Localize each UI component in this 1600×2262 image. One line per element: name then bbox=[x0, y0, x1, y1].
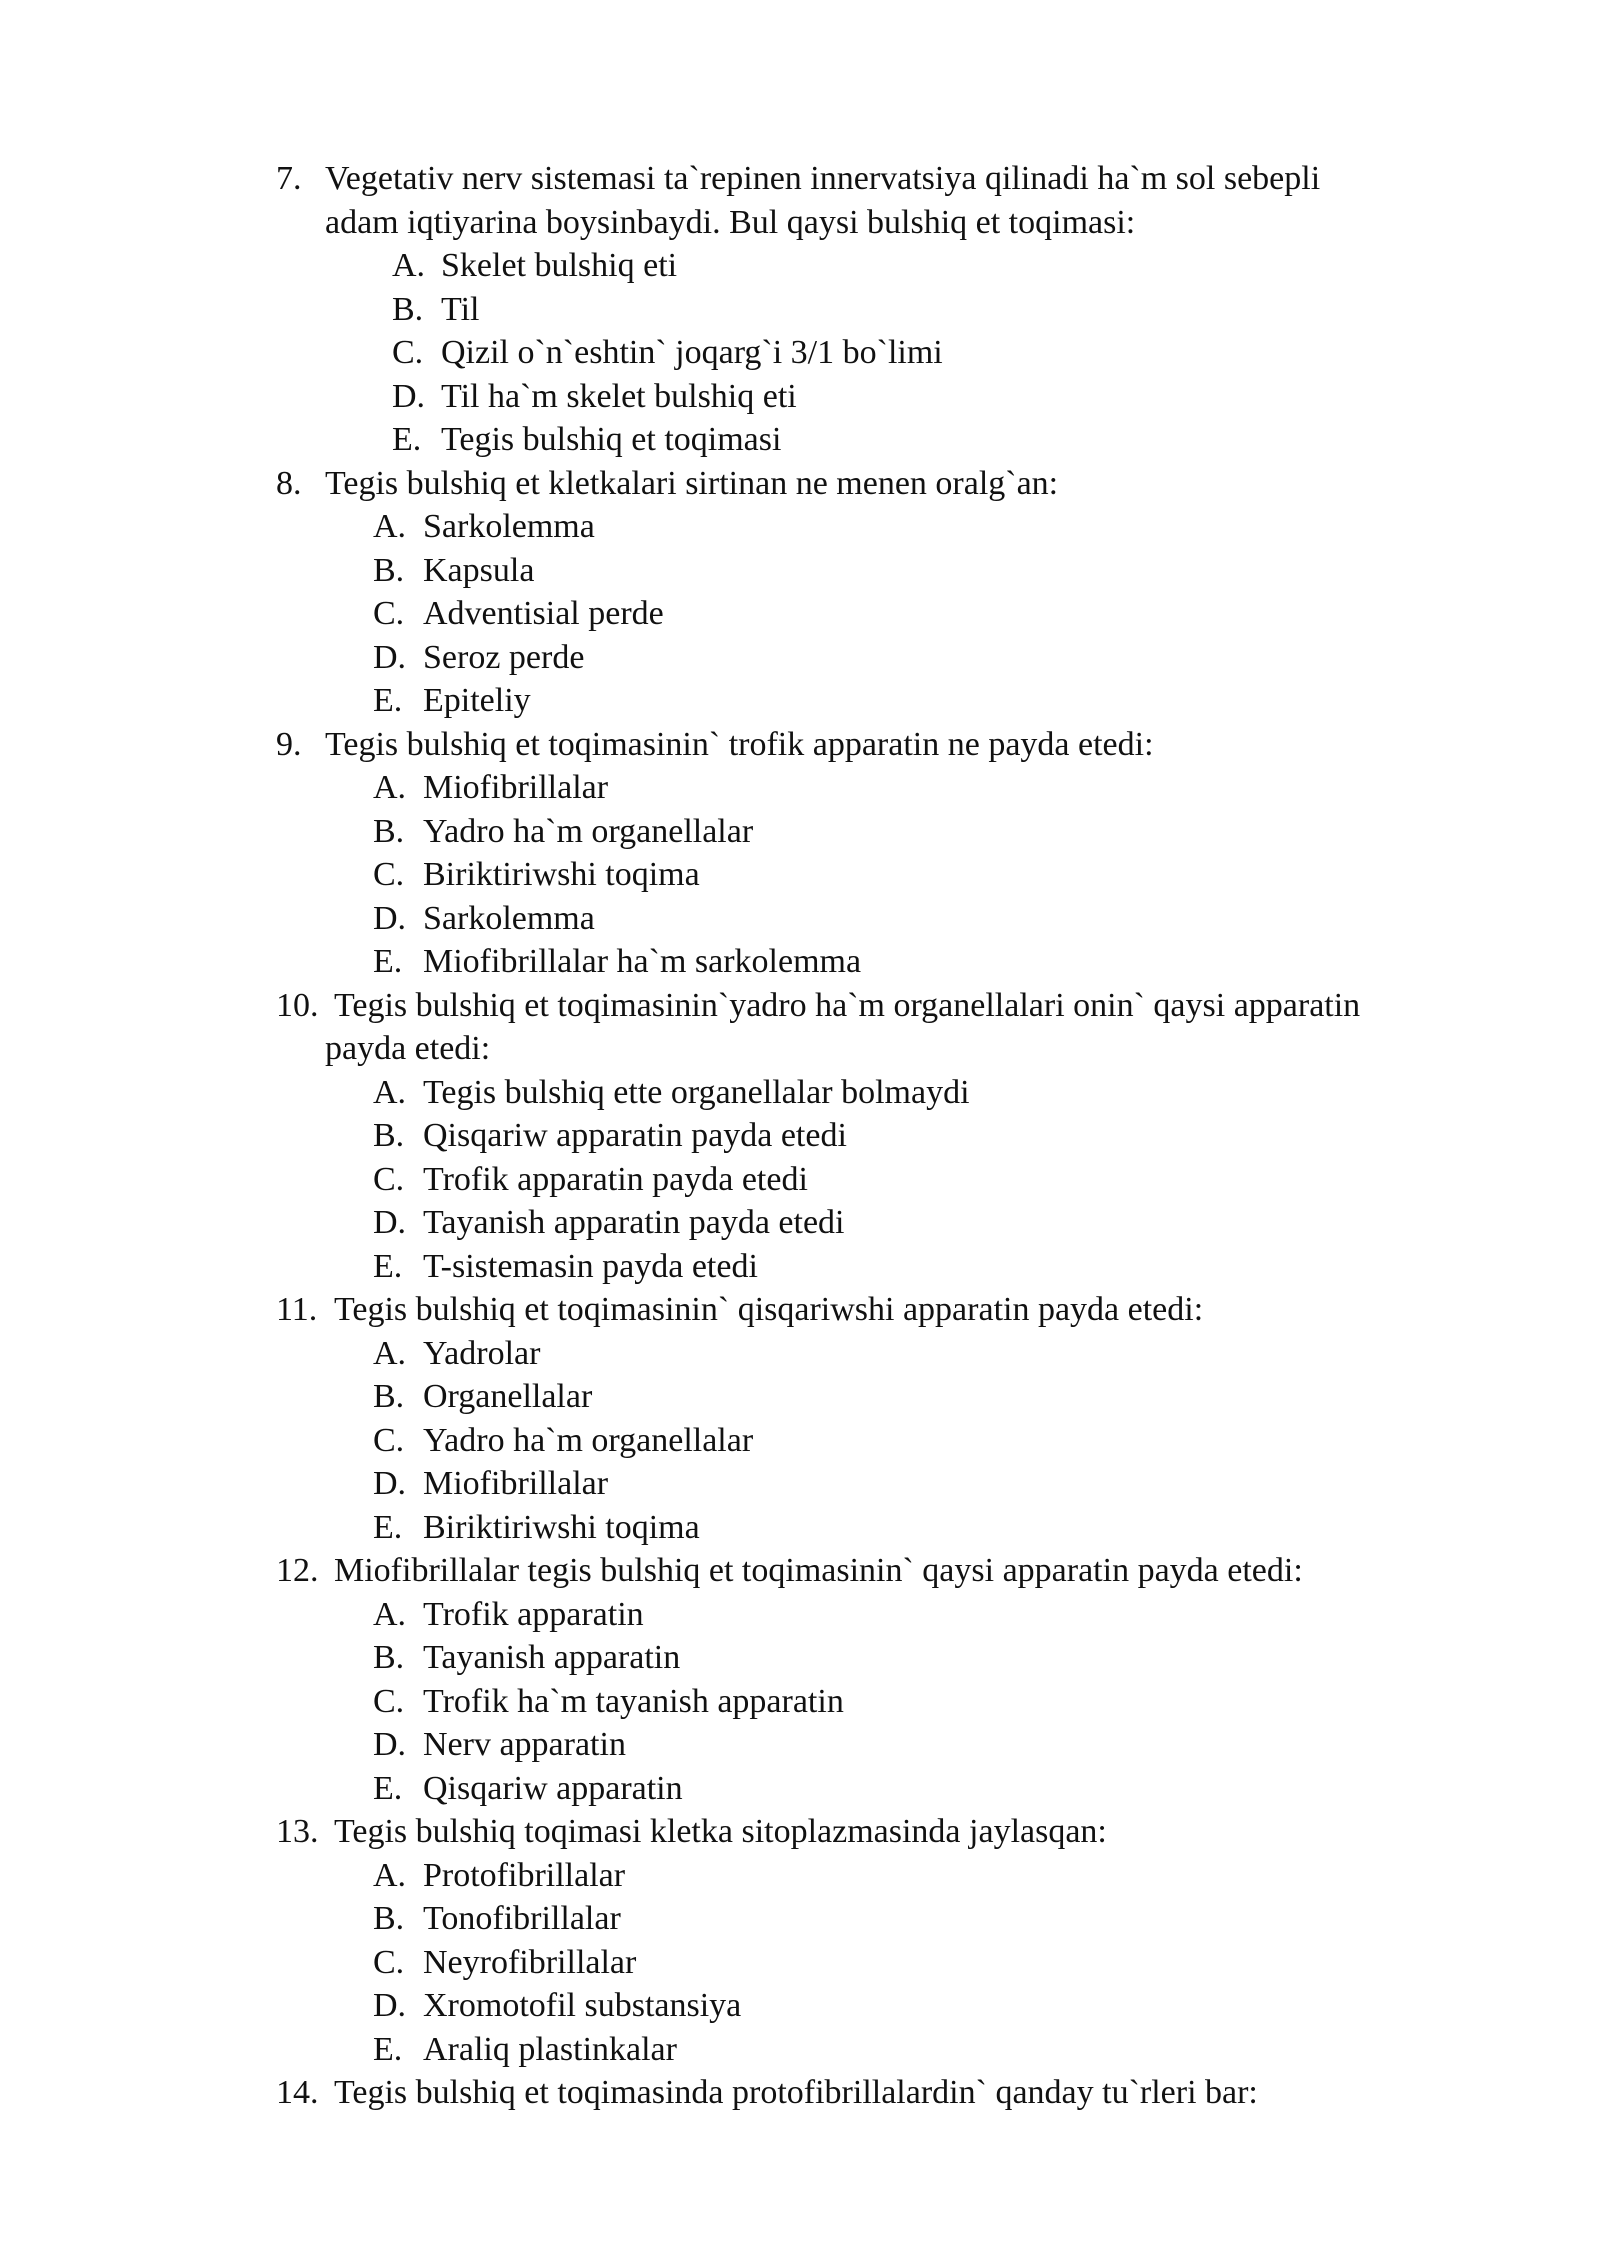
answer-option-e bbox=[0, 1506, 1600, 1550]
option-text: Til bbox=[441, 290, 480, 328]
option-letter: E. bbox=[373, 682, 403, 719]
option-text: Qisqariw apparatin bbox=[423, 1769, 683, 1807]
question-number: 11. bbox=[276, 1291, 318, 1328]
answer-option-a bbox=[0, 766, 1600, 810]
option-text: Epiteliy bbox=[423, 682, 531, 719]
question-8 bbox=[0, 462, 1600, 723]
answer-option-e bbox=[0, 940, 1600, 984]
question-text: Tegis bulshiq et toqimasinin` qisqariwshi apparatin payda etedi: bbox=[334, 1291, 1204, 1328]
question-14 bbox=[0, 2071, 1600, 2115]
question-10 bbox=[0, 984, 1600, 1289]
question-number: 10. bbox=[276, 986, 319, 1024]
option-text: Tegis bulshiq ette organellalar bolmaydi bbox=[423, 1073, 970, 1111]
answer-option-c bbox=[0, 1680, 1600, 1724]
question-9 bbox=[0, 723, 1600, 984]
option-text: Organellalar bbox=[423, 1378, 593, 1415]
question-number: 9. bbox=[276, 725, 302, 763]
option-letter: B. bbox=[392, 290, 424, 328]
option-letter: A. bbox=[373, 769, 407, 806]
answer-option-e bbox=[0, 1767, 1600, 1811]
question-7 bbox=[0, 157, 1600, 462]
option-text: T-sistemasin payda etedi bbox=[423, 1247, 758, 1285]
answer-option-e bbox=[0, 418, 1600, 462]
question-text-continued: payda etedi: bbox=[325, 1030, 491, 1067]
answer-option-d bbox=[0, 1723, 1600, 1767]
option-letter: C. bbox=[373, 1160, 405, 1198]
question-number: 8. bbox=[276, 464, 302, 502]
option-text: Kapsula bbox=[423, 551, 535, 589]
answer-option-b bbox=[0, 288, 1600, 332]
answer-option-a bbox=[0, 1071, 1600, 1115]
option-letter: B. bbox=[373, 1639, 405, 1676]
question-text: Miofibrillalar tegis bulshiq et toqimasinin` qaysi apparatin payda etedi: bbox=[334, 1552, 1303, 1589]
option-text: Sarkolemma bbox=[423, 508, 595, 545]
option-text: Adventisial perde bbox=[423, 595, 664, 632]
answer-option-a bbox=[0, 1332, 1600, 1376]
option-letter: D. bbox=[373, 638, 407, 676]
option-letter: C. bbox=[392, 334, 424, 371]
option-letter: C. bbox=[373, 1682, 405, 1720]
option-letter: A. bbox=[373, 1334, 407, 1372]
option-letter: E. bbox=[373, 1247, 403, 1285]
option-text: Tegis bulshiq et toqimasi bbox=[441, 421, 782, 458]
option-text: Qisqariw apparatin payda etedi bbox=[423, 1117, 847, 1154]
option-text: Trofik apparatin payda etedi bbox=[423, 1160, 808, 1198]
option-text: Tonofibrillalar bbox=[423, 1900, 621, 1937]
option-letter: E. bbox=[392, 421, 422, 458]
option-text: Yadro ha`m organellalar bbox=[423, 812, 754, 850]
question-number: 14. bbox=[276, 2074, 319, 2111]
option-letter: E. bbox=[373, 1769, 403, 1807]
question-text: Tegis bulshiq et toqimasinin` trofik apparatin ne payda etedi: bbox=[325, 725, 1154, 763]
question-11 bbox=[0, 1288, 1600, 1549]
answer-option-c bbox=[0, 331, 1600, 375]
answer-option-b bbox=[0, 549, 1600, 593]
option-text: Yadrolar bbox=[423, 1334, 541, 1372]
option-text: Skelet bulshiq eti bbox=[441, 247, 678, 284]
question-number: 13. bbox=[276, 1813, 319, 1850]
option-text: Biriktiriwshi toqima bbox=[423, 856, 700, 893]
option-letter: E. bbox=[373, 1508, 403, 1546]
option-text: Araliq plastinkalar bbox=[423, 2030, 677, 2068]
answer-option-d bbox=[0, 636, 1600, 680]
option-text: Protofibrillalar bbox=[423, 1856, 626, 1894]
answer-option-b bbox=[0, 1897, 1600, 1941]
option-letter: E. bbox=[373, 2030, 403, 2068]
question-text-continued: adam iqtiyarina boysinbaydi. Bul qaysi bulshiq et toqimasi: bbox=[325, 203, 1136, 241]
option-text: Til ha`m skelet bulshiq eti bbox=[441, 377, 797, 415]
option-letter: D. bbox=[392, 377, 426, 415]
option-text: Miofibrillalar bbox=[423, 1465, 609, 1502]
option-letter: D. bbox=[373, 1204, 407, 1241]
answer-option-d bbox=[0, 1984, 1600, 2028]
option-letter: E. bbox=[373, 943, 403, 980]
question-list bbox=[0, 157, 1600, 2115]
option-letter: D. bbox=[373, 1465, 407, 1502]
option-letter: C. bbox=[373, 595, 405, 632]
option-letter: A. bbox=[373, 508, 407, 545]
option-letter: B. bbox=[373, 551, 405, 589]
question-13 bbox=[0, 1810, 1600, 2071]
answer-option-c bbox=[0, 592, 1600, 636]
answer-option-e bbox=[0, 679, 1600, 723]
answer-option-c bbox=[0, 1941, 1600, 1985]
answer-option-b bbox=[0, 810, 1600, 854]
option-letter: B. bbox=[373, 1117, 405, 1154]
answer-option-c bbox=[0, 853, 1600, 897]
option-text: Trofik apparatin bbox=[423, 1595, 644, 1633]
option-text: Sarkolemma bbox=[423, 899, 595, 937]
option-letter: A. bbox=[373, 1856, 407, 1894]
answer-option-a bbox=[0, 505, 1600, 549]
answer-option-d bbox=[0, 1201, 1600, 1245]
question-text: Tegis bulshiq et toqimasinin`yadro ha`m organellalari onin` qaysi apparatin bbox=[334, 986, 1361, 1024]
answer-option-b bbox=[0, 1636, 1600, 1680]
option-letter: A. bbox=[373, 1595, 407, 1633]
option-text: Trofik ha`m tayanish apparatin bbox=[423, 1682, 844, 1720]
option-letter: A. bbox=[392, 247, 426, 284]
option-letter: D. bbox=[373, 1987, 407, 2024]
question-text: Tegis bulshiq toqimasi kletka sitoplazmasinda jaylasqan: bbox=[334, 1813, 1107, 1850]
option-letter: A. bbox=[373, 1073, 407, 1111]
option-text: Yadro ha`m organellalar bbox=[423, 1421, 754, 1459]
option-letter: B. bbox=[373, 1900, 405, 1937]
answer-option-b bbox=[0, 1375, 1600, 1419]
answer-option-c bbox=[0, 1158, 1600, 1202]
option-text: Xromotofil substansiya bbox=[423, 1987, 742, 2024]
option-text: Seroz perde bbox=[423, 638, 585, 676]
answer-option-d bbox=[0, 1462, 1600, 1506]
option-text: Qizil o`n`eshtin` joqarg`i 3/1 bo`limi bbox=[441, 334, 943, 371]
answer-option-b bbox=[0, 1114, 1600, 1158]
question-12 bbox=[0, 1549, 1600, 1810]
option-letter: B. bbox=[373, 812, 405, 850]
option-text: Miofibrillalar ha`m sarkolemma bbox=[423, 943, 862, 980]
option-text: Tayanish apparatin bbox=[423, 1639, 681, 1676]
answer-option-a bbox=[0, 1593, 1600, 1637]
option-letter: C. bbox=[373, 1421, 405, 1459]
question-text: Vegetativ nerv sistemasi ta`repinen innervatsiya qilinadi ha`m sol sebepli bbox=[325, 160, 1321, 197]
question-number: 12. bbox=[276, 1552, 319, 1589]
answer-option-e bbox=[0, 1245, 1600, 1289]
answer-option-a bbox=[0, 244, 1600, 288]
option-letter: C. bbox=[373, 856, 405, 893]
answer-option-a bbox=[0, 1854, 1600, 1898]
option-text: Neyrofibrillalar bbox=[423, 1943, 637, 1981]
question-text: Tegis bulshiq et toqimasinda protofibrillalardin` qanday tu`rleri bar: bbox=[334, 2074, 1258, 2111]
question-text: Tegis bulshiq et kletkalari sirtinan ne menen oralg`an: bbox=[325, 464, 1059, 502]
option-text: Nerv apparatin bbox=[423, 1726, 626, 1763]
answer-option-d bbox=[0, 375, 1600, 419]
answer-option-e bbox=[0, 2028, 1600, 2072]
option-text: Biriktiriwshi toqima bbox=[423, 1508, 700, 1546]
option-letter: C. bbox=[373, 1943, 405, 1981]
answer-option-d bbox=[0, 897, 1600, 941]
question-number: 7. bbox=[276, 160, 302, 197]
option-text: Tayanish apparatin payda etedi bbox=[423, 1204, 845, 1241]
answer-option-c bbox=[0, 1419, 1600, 1463]
option-letter: B. bbox=[373, 1378, 405, 1415]
option-letter: D. bbox=[373, 1726, 407, 1763]
option-letter: D. bbox=[373, 899, 407, 937]
option-text: Miofibrillalar bbox=[423, 769, 609, 806]
